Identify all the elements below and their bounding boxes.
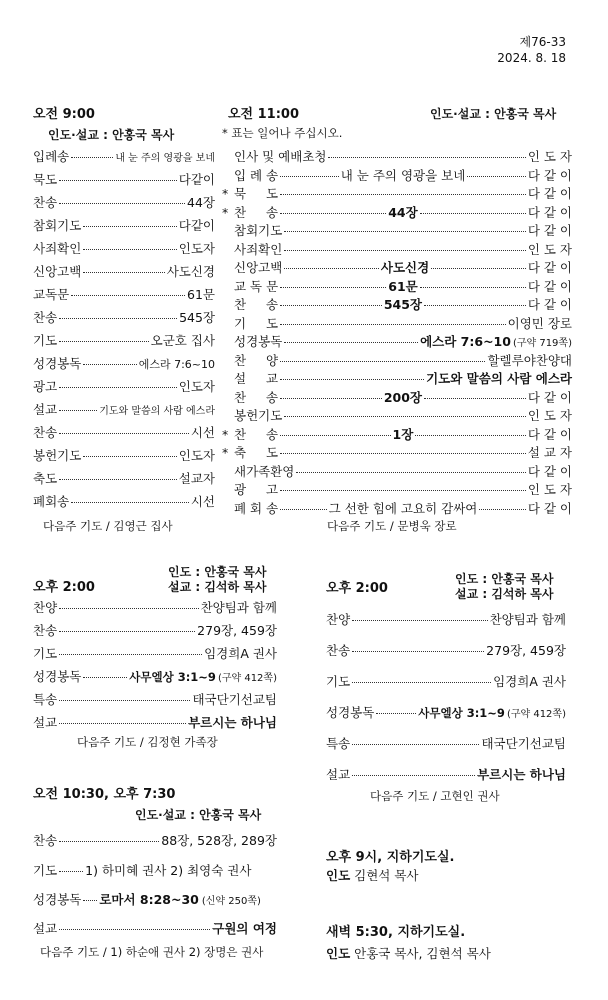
s1030-row: 성경봉독 로마서 8:28~30 (신약 250쪽)	[33, 892, 261, 907]
s1030-row: 찬송 88장, 528장, 289장	[33, 833, 277, 848]
s2a-row: 설교 부르시는 하나님	[33, 715, 277, 730]
s2b-row: 성경봉독 사무엘상 3:1~9 (구약 412쪽)	[326, 705, 566, 720]
s9-row: 찬송 44장	[33, 195, 215, 210]
service-1030-next-prayer: 다음주 기도 / 1) 하순애 권사 2) 장명은 권사	[40, 945, 264, 959]
s11-row: 입 례 송 내 눈 주의 영광을 보네 다 같 이	[234, 167, 573, 183]
issue-date: 2024. 8. 18	[497, 51, 566, 65]
s11-row: 폐 회 송 그 선한 힘에 고요히 감싸여 다 같 이	[234, 500, 573, 516]
standing-mark: *	[222, 186, 229, 201]
s11-row: 기 도 이영민 장로	[234, 315, 572, 331]
s11-row: 인사 및 예배초청 인 도 자	[234, 149, 572, 164]
standing-mark: *	[222, 204, 229, 220]
dawn-title: 새벽 5:30, 지하기도실.	[326, 925, 466, 940]
standing-mark: *	[222, 426, 229, 442]
standing-mark: *	[222, 445, 229, 460]
s2a-row: 찬송 279장, 459장	[33, 623, 277, 638]
s11-row: 성경봉독 에스라 7:6~10 (구약 719쪽)	[234, 334, 572, 349]
service-11-leader: 인도·설교 : 안홍국 목사	[430, 107, 557, 121]
s9-row: 입례송 내 눈 주의 영광을 보네	[33, 149, 215, 164]
s2a-row: 특송 태국단기선교팀	[33, 692, 277, 707]
service-2b-leader-lead: 인도 : 안홍국 목사	[455, 572, 554, 586]
s9-row: 사죄확인 인도자	[33, 241, 215, 256]
s9-row: 찬송 시선	[33, 425, 215, 440]
service-2a-leader-preach: 설교 : 김석하 목사	[168, 580, 267, 594]
service-9-next-prayer: 다음주 기도 / 김영근 집사	[43, 519, 173, 533]
s11-row: 찬 송 200장 다 같 이	[234, 389, 573, 405]
s11-row: 설 교 기도와 말씀의 사람 에스라	[234, 371, 572, 386]
s2a-row: 기도 임경희A 권사	[33, 646, 277, 661]
service-11-standing-note: * 표는 일어나 주십시오.	[222, 126, 343, 140]
service-2b-next-prayer: 다음주 기도 / 고현인 권사	[370, 789, 500, 803]
s9-row: 설교 기도와 말씀의 사람 에스라	[33, 402, 215, 417]
s1030-row: 기도 1) 하미혜 권사 2) 최영숙 권사	[33, 863, 252, 878]
issue-number: 제76-33	[519, 35, 566, 49]
s11-row: * 축 도 설 교 자	[222, 445, 572, 460]
s2a-row: 찬양 찬양팀과 함께	[33, 600, 277, 615]
service-1030-leader: 인도·설교 : 안홍국 목사	[135, 808, 262, 822]
s1030-row: 설교 구원의 여정	[33, 921, 277, 936]
service-2b-leader-preach: 설교 : 김석하 목사	[455, 587, 554, 601]
s11-row: * 찬 송 1장 다 같 이	[222, 426, 572, 442]
s9-row: 광고 인도자	[33, 379, 215, 394]
s9-row: 묵도 다같이	[33, 172, 215, 187]
s11-row: 찬 송 545장 다 같 이	[234, 297, 573, 312]
service-11-next-prayer: 다음주 기도 / 문병욱 장로	[327, 519, 457, 533]
service-1030-title: 오전 10:30, 오후 7:30	[33, 787, 176, 802]
service-11-title: 오전 11:00	[228, 107, 300, 122]
s2b-row: 찬송 279장, 459장	[326, 643, 566, 658]
s9-row: 참회기도 다같이	[33, 218, 215, 233]
s2a-row: 성경봉독 사무엘상 3:1~9 (구약 412쪽)	[33, 669, 277, 684]
service-9-leader: 인도·설교 : 안홍국 목사	[48, 128, 175, 142]
s11-row: 찬 양 할렐루야찬양대	[234, 352, 572, 368]
service-2b-title: 오후 2:00	[326, 581, 388, 596]
service-2a-leader-lead: 인도 : 안홍국 목사	[168, 565, 267, 579]
service-9-title: 오전 9:00	[33, 107, 95, 122]
pm9-leader: 인도 김현석 목사	[326, 868, 419, 883]
s2b-row: 기도 임경희A 권사	[326, 674, 566, 689]
s9-row: 축도 설교자	[33, 471, 215, 486]
s11-row: 참회기도 다 같 이	[234, 223, 572, 238]
s9-row: 폐회송 시선	[33, 494, 215, 509]
s2b-row: 찬양 찬양팀과 함께	[326, 612, 566, 627]
s2b-row: 특송 태국단기선교팀	[326, 736, 566, 751]
service-2a-title: 오후 2:00	[33, 580, 95, 595]
s9-row: 기도 오군호 집사	[33, 333, 215, 348]
s9-row: 신앙고백 사도신경	[33, 264, 215, 279]
s9-row: 교독문 61문	[33, 287, 215, 302]
s2b-row: 설교 부르시는 하나님	[326, 767, 566, 782]
issue-info	[497, 34, 566, 66]
service-2a-next-prayer: 다음주 기도 / 김정현 가족장	[77, 735, 218, 749]
s9-row: 봉헌기도 인도자	[33, 448, 215, 463]
s11-row: 신앙고백 사도신경 다 같 이	[234, 260, 572, 275]
s11-row: 봉헌기도 인 도 자	[234, 408, 572, 423]
s11-row: 사죄확인 인 도 자	[234, 241, 572, 257]
dawn-leader: 인도 안홍국 목사, 김현석 목사	[326, 946, 491, 961]
s11-row: 교 독 문 61문 다 같 이	[234, 278, 573, 294]
s11-row: 새가족환영 다 같 이	[234, 463, 572, 479]
s9-row: 찬송 545장	[33, 310, 215, 325]
s9-row: 성경봉독 에스라 7:6~10	[33, 356, 215, 371]
s11-row: * 찬 송 44장 다 같 이	[222, 204, 573, 220]
pm9-title: 오후 9시, 지하기도실.	[326, 850, 455, 865]
s11-row: * 묵 도 다 같 이	[222, 186, 572, 201]
s11-row: 광 고 인 도 자	[234, 482, 572, 497]
